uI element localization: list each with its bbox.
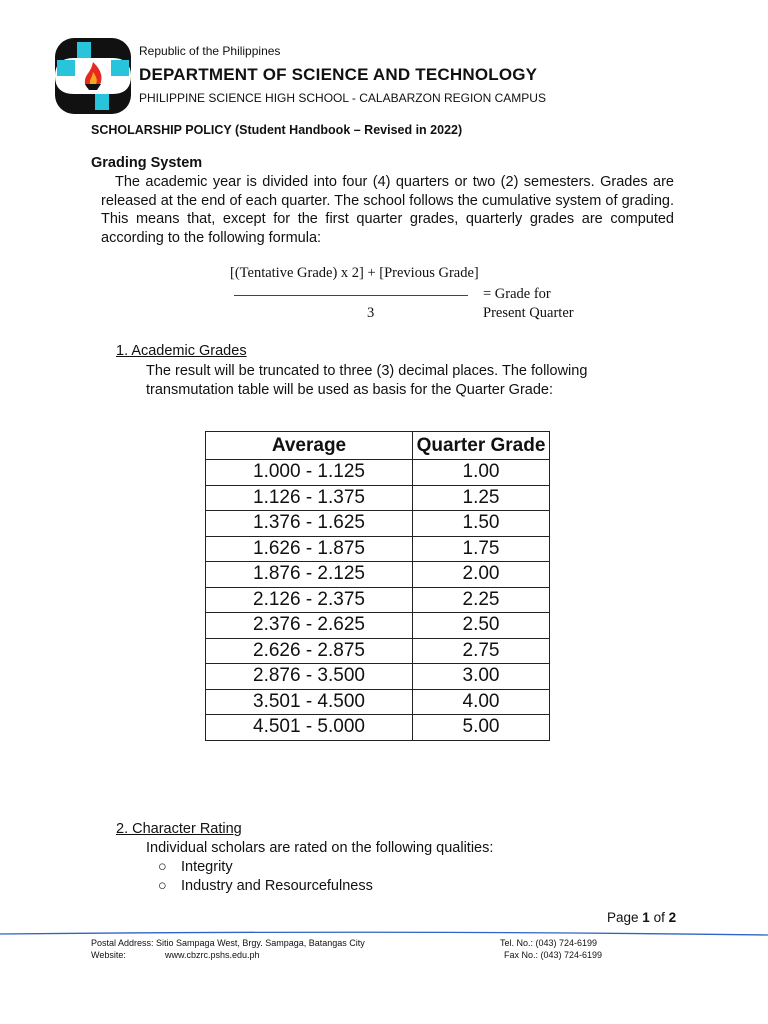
average-cell: 4.501 - 5.000 <box>206 715 413 741</box>
policy-title: SCHOLARSHIP POLICY (Student Handbook – Revised in 2022) <box>91 123 463 137</box>
campus-name: PHILIPPINE SCIENCE HIGH SCHOOL - CALABARZON REGION CAMPUS <box>139 91 546 105</box>
page-number <box>607 910 676 925</box>
list-item <box>158 859 233 875</box>
republic-label: Republic of the Philippines <box>139 44 281 58</box>
header-quarter-grade: Quarter Grade <box>413 432 550 460</box>
page-label: Page <box>607 910 639 925</box>
bullet-circle-icon: ○ <box>158 878 167 894</box>
grading-system-heading: Grading System <box>91 155 203 171</box>
grade-cell: 2.75 <box>413 638 550 664</box>
table-row <box>206 715 550 741</box>
table-row <box>206 664 550 690</box>
page-total: 2 <box>668 910 677 925</box>
header-average: Average <box>206 432 413 460</box>
grade-cell: 2.00 <box>413 562 550 588</box>
website-link[interactable]: www.cbzrc.pshs.edu.ph <box>165 950 260 960</box>
grade-cell: 5.00 <box>413 715 550 741</box>
grade-cell: 1.75 <box>413 536 550 562</box>
formula-denominator: 3 <box>367 305 375 321</box>
grade-cell: 2.25 <box>413 587 550 613</box>
average-cell: 3.501 - 4.500 <box>206 689 413 715</box>
average-cell: 2.376 - 2.625 <box>206 613 413 639</box>
formula-result-line2: Present Quarter <box>483 305 574 321</box>
transmutation-table <box>205 431 550 741</box>
list-item <box>158 878 373 894</box>
character-rating-heading: 2. Character Rating <box>116 821 242 837</box>
character-rating-text: Individual scholars are rated on the following qualities: <box>146 840 494 856</box>
table-header-row <box>206 432 550 460</box>
grade-cell: 1.50 <box>413 511 550 537</box>
formula-result <box>483 285 574 323</box>
table-row <box>206 536 550 562</box>
grade-cell: 1.00 <box>413 460 550 486</box>
grade-cell: 4.00 <box>413 689 550 715</box>
grade-cell: 3.00 <box>413 664 550 690</box>
website-line <box>91 950 260 960</box>
page-of: of <box>653 910 665 925</box>
table-row <box>206 689 550 715</box>
postal-address: Postal Address: Sitio Sampaga West, Brgy. Sampaga, Batangas City <box>91 938 365 948</box>
average-cell: 2.876 - 3.500 <box>206 664 413 690</box>
list-item-label: Integrity <box>181 859 233 875</box>
table-row <box>206 638 550 664</box>
table-row <box>206 511 550 537</box>
fax-number: Fax No.: (043) 724-6199 <box>504 950 603 960</box>
grading-paragraph: The academic year is divided into four (4) quarters or two (2) semesters. Grades are released at the end of each quarter. The school follows the cumulative system of grading. This means that, except for the first quarter grades, quarterly grades are computed according to the following formula: <box>101 174 674 246</box>
table-row <box>206 562 550 588</box>
page-current: 1 <box>642 910 650 925</box>
average-cell: 2.126 - 2.375 <box>206 587 413 613</box>
average-cell: 2.626 - 2.875 <box>206 638 413 664</box>
telephone-number: Tel. No.: (043) 724-6199 <box>500 938 598 948</box>
table-row <box>206 460 550 486</box>
grade-cell: 2.50 <box>413 613 550 639</box>
average-cell: 1.126 - 1.375 <box>206 485 413 511</box>
department-title: DEPARTMENT OF SCIENCE AND TECHNOLOGY <box>139 65 538 84</box>
average-cell: 1.000 - 1.125 <box>206 460 413 486</box>
bullet-circle-icon: ○ <box>158 859 167 875</box>
average-cell: 1.626 - 1.875 <box>206 536 413 562</box>
formula-numerator: [(Tentative Grade) x 2] + [Previous Grade] <box>230 265 479 281</box>
average-cell: 1.376 - 1.625 <box>206 511 413 537</box>
formula-result-line1: = Grade for <box>483 286 551 302</box>
dost-logo <box>55 38 131 114</box>
average-cell: 1.876 - 2.125 <box>206 562 413 588</box>
table-row <box>206 587 550 613</box>
grade-cell: 1.25 <box>413 485 550 511</box>
website-label: Website: <box>91 950 126 960</box>
table-row <box>206 613 550 639</box>
formula-fraction-line <box>234 295 468 296</box>
academic-grades-text: The result will be truncated to three (3) decimal places. The following transmutation table will be used as basis for the Quarter Grade: <box>146 363 588 398</box>
academic-grades-heading: 1. Academic Grades <box>116 343 247 359</box>
table-row <box>206 485 550 511</box>
list-item-label: Industry and Resourcefulness <box>181 878 373 894</box>
